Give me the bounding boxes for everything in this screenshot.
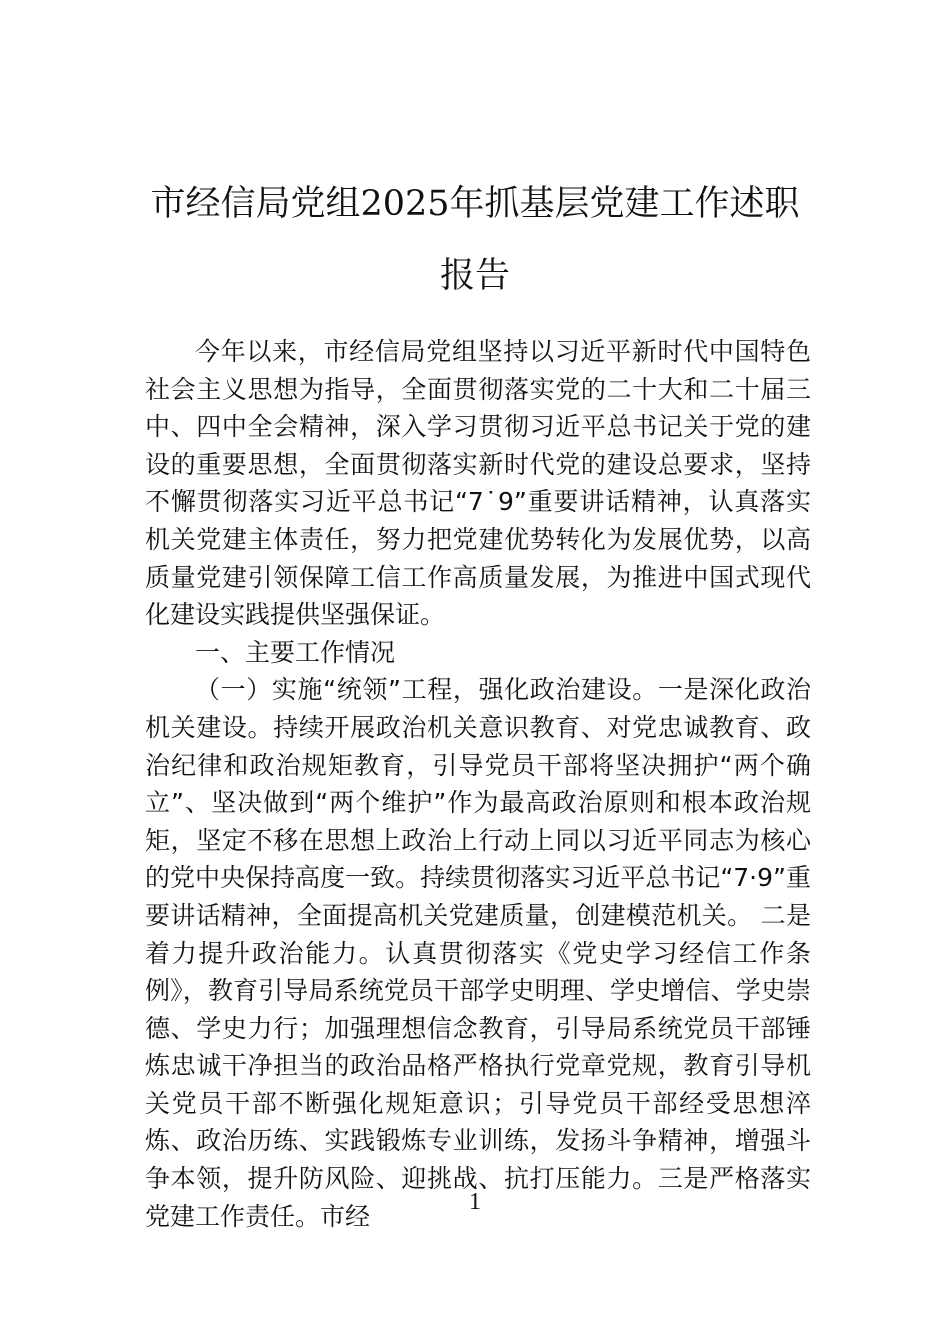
- body-paragraph: （一）实施“统领”工程，强化政治建设。一是深化政治机关建设。持续开展政治机关意识教育、对党忠诚教育、政治纪律和政治规矩教育，引导党员干部将坚决拥护“两个确立”、坚决做到“两个维护”作为最高政治原则和根本政治规矩，坚定不移在思想上政治上行动上同以习近平同志为核心的党中央保持高度一致。持续贯彻落实习近平总书记“7·9”重要讲话精神，全面提高机关党建质量，创建模范机关。 二是着力提升政治能力。认真贯彻落实《党史学习经信工作条例》，教育引导局系统党员干部学史明理、学史增信、学史崇德、学史力行；加强理想信念教育，引导局系统党员干部锤炼忠诚干净担当的政治品格严格执行党章党规，教育引导机关党员干部不断强化规矩意识；引导党员干部经受思想淬炼、政治历练、实践锻炼专业训练，发扬斗争精神，增强斗争本领，提升防风险、迎挑战、抗打压能力。三是严格落实党建工作责任。市经: [145, 675, 811, 1231]
- title-line-2: 报告: [439, 256, 510, 296]
- title-line-1: 市经信局党组2025年抓基层党建工作述职: [150, 184, 800, 224]
- section-heading: 一、主要工作情况: [195, 637, 396, 667]
- page-number: 1: [469, 1189, 481, 1215]
- document-body: [145, 333, 811, 1235]
- document-title: [100, 168, 850, 312]
- intro-paragraph: 今年以来，市经信局党组坚持以习近平新时代中国特色社会主义思想为指导，全面贯彻落实党的二十大和二十届三中、四中全会精神，深入学习贯彻习近平总书记关于党的建设的重要思想，全面贯彻落实新时代党的建设总要求，坚持不懈贯彻落实习近平总书记“7˙9”重要讲话精神，认真落实机关党建主体责任，努力把党建优势转化为发展优势，以高质量党建引领保障工信工作高质量发展，为推进中国式现代化建设实践提供坚强保证。: [145, 337, 811, 630]
